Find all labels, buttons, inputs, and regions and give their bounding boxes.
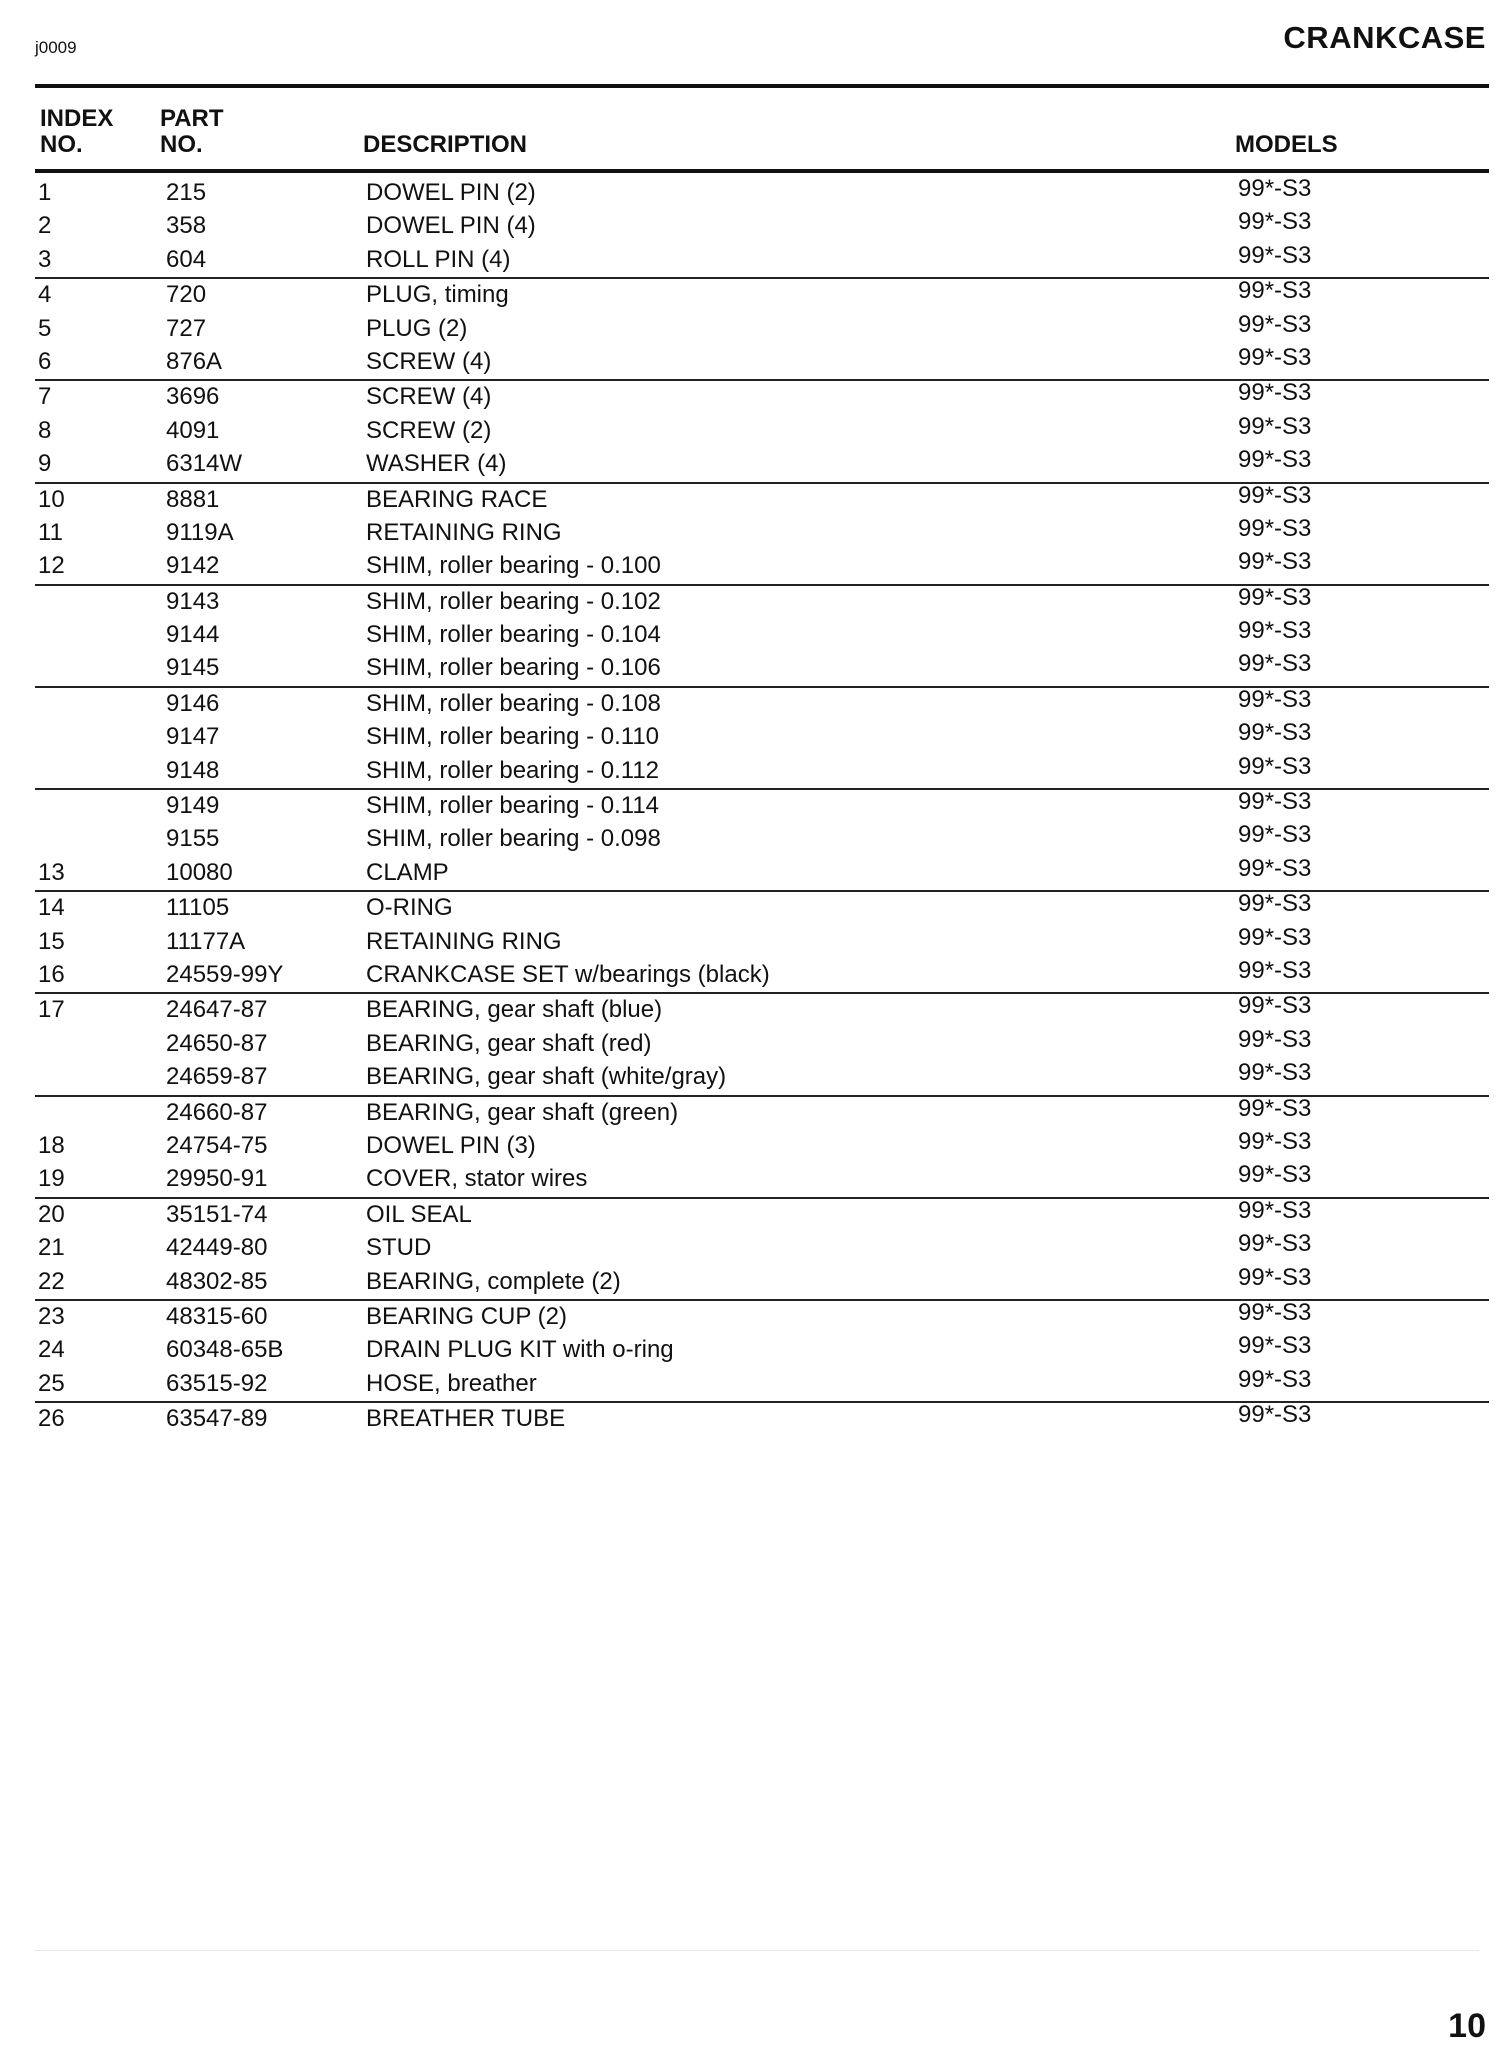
part-number-cell: 9149 xyxy=(166,792,220,820)
table-row xyxy=(35,686,1489,721)
index-cell: 2 xyxy=(38,212,52,240)
table-row xyxy=(35,1163,1489,1196)
description-cell: COVER, stator wires xyxy=(366,1165,588,1193)
description-cell: BEARING CUP (2) xyxy=(366,1302,567,1330)
table-row xyxy=(35,992,1489,1027)
table-row xyxy=(35,1334,1489,1367)
index-cell: 26 xyxy=(38,1405,65,1433)
table-row xyxy=(35,752,1489,788)
description-cell: DRAIN PLUG KIT with o-ring xyxy=(366,1336,674,1364)
models-cell: 99*-S3 xyxy=(1238,650,1312,678)
index-cell: 17 xyxy=(38,996,65,1024)
table-row xyxy=(35,1061,1489,1094)
models-cell: 99*-S3 xyxy=(1238,1332,1312,1360)
table-row xyxy=(35,584,1489,619)
table-row xyxy=(35,956,1489,992)
index-cell: 6 xyxy=(38,347,52,375)
description-cell: CRANKCASE SET w/bearings (black) xyxy=(366,960,770,988)
part-number-cell: 9147 xyxy=(166,723,220,751)
index-cell: 22 xyxy=(38,1267,65,1295)
part-number-cell: 9144 xyxy=(166,621,220,649)
description-cell: SHIM, roller bearing - 0.098 xyxy=(366,825,661,853)
table-row xyxy=(35,210,1489,243)
part-number-cell: 24650-87 xyxy=(166,1029,268,1057)
part-number-cell: 720 xyxy=(166,281,207,309)
description-cell: SHIM, roller bearing - 0.110 xyxy=(366,723,660,751)
models-cell: 99*-S3 xyxy=(1238,1196,1312,1224)
part-number-cell: 9143 xyxy=(166,587,220,615)
models-cell: 99*-S3 xyxy=(1238,992,1312,1020)
index-cell: 10 xyxy=(38,485,65,513)
table-row xyxy=(35,1299,1489,1334)
models-cell: 99*-S3 xyxy=(1238,1401,1312,1429)
part-number-cell: 6314W xyxy=(166,450,243,478)
models-cell: 99*-S3 xyxy=(1238,379,1312,407)
models-cell: 99*-S3 xyxy=(1238,1230,1312,1258)
description-cell: SHIM, roller bearing - 0.106 xyxy=(366,654,661,682)
part-number-cell: 3696 xyxy=(166,383,220,411)
table-row xyxy=(35,1095,1489,1130)
part-number-cell: 358 xyxy=(166,212,207,240)
models-cell: 99*-S3 xyxy=(1238,208,1312,236)
part-number-cell: 604 xyxy=(166,245,207,273)
part-number-cell: 11177A xyxy=(166,927,246,955)
models-cell: 99*-S3 xyxy=(1238,1365,1312,1393)
page-divider xyxy=(35,1950,1479,1951)
description-cell: BREATHER TUBE xyxy=(366,1405,566,1433)
models-cell: 99*-S3 xyxy=(1238,788,1312,816)
table-row xyxy=(35,788,1489,823)
table-row xyxy=(35,177,1489,210)
models-cell: 99*-S3 xyxy=(1238,1263,1312,1291)
index-cell: 14 xyxy=(38,894,65,922)
part-number-cell: 10080 xyxy=(166,858,233,886)
part-number-cell: 63547-89 xyxy=(166,1405,268,1433)
part-number-cell: 24754-75 xyxy=(166,1131,268,1159)
table-row xyxy=(35,241,1489,277)
description-cell: ROLL PIN (4) xyxy=(366,245,511,273)
description-cell: SHIM, roller bearing - 0.108 xyxy=(366,689,661,717)
models-cell: 99*-S3 xyxy=(1238,514,1312,542)
table-row xyxy=(35,1127,1489,1163)
part-number-cell: 24660-87 xyxy=(166,1098,268,1126)
index-cell: 11 xyxy=(38,518,63,546)
index-cell: 5 xyxy=(38,314,52,342)
part-number-cell: 60348-65B xyxy=(166,1336,284,1364)
models-cell: 99*-S3 xyxy=(1238,719,1312,747)
part-number-cell: 9119A xyxy=(166,518,234,546)
part-number-cell: 215 xyxy=(166,179,207,206)
table-row xyxy=(35,379,1489,414)
index-cell: 24 xyxy=(38,1336,65,1364)
models-cell: 99*-S3 xyxy=(1238,481,1312,509)
models-cell: 99*-S3 xyxy=(1238,1161,1312,1189)
models-cell: 99*-S3 xyxy=(1238,821,1312,849)
part-number-cell: 9155 xyxy=(166,825,220,853)
table-row xyxy=(35,310,1489,346)
part-number-cell: 9148 xyxy=(166,756,220,784)
description-cell: PLUG (2) xyxy=(366,314,468,342)
description-cell: SCREW (2) xyxy=(366,416,492,444)
table-header xyxy=(35,100,1489,166)
parts-table xyxy=(35,177,1489,1436)
models-cell: 99*-S3 xyxy=(1238,277,1312,305)
index-cell: 15 xyxy=(38,927,65,955)
table-row xyxy=(35,1025,1489,1061)
description-cell: PLUG, timing xyxy=(366,281,509,309)
table-row xyxy=(35,277,1489,312)
description-cell: BEARING, gear shaft (blue) xyxy=(366,996,663,1024)
index-cell: 12 xyxy=(38,552,65,580)
index-cell: 1 xyxy=(38,179,52,206)
models-cell: 99*-S3 xyxy=(1238,854,1312,882)
table-row xyxy=(35,343,1489,379)
description-cell: RETAINING RING xyxy=(366,518,562,546)
part-number-cell: 42449-80 xyxy=(166,1234,268,1262)
table-row xyxy=(35,823,1489,856)
part-header-line1: PART xyxy=(160,105,224,132)
models-cell: 99*-S3 xyxy=(1238,412,1312,440)
description-cell: SHIM, roller bearing - 0.100 xyxy=(366,552,661,580)
part-number-cell: 24659-87 xyxy=(166,1063,268,1091)
description-cell: SHIM, roller bearing - 0.114 xyxy=(366,792,660,820)
part-number-cell: 876A xyxy=(166,347,223,375)
table-row xyxy=(35,1365,1489,1401)
models-cell: 99*-S3 xyxy=(1238,890,1312,918)
index-cell: 16 xyxy=(38,960,65,988)
description-cell: DOWEL PIN (2) xyxy=(366,179,536,206)
table-row xyxy=(35,550,1489,583)
index-cell: 13 xyxy=(38,858,65,886)
index-cell: 19 xyxy=(38,1165,65,1193)
index-cell: 20 xyxy=(38,1200,65,1228)
part-number-cell: 48302-85 xyxy=(166,1267,268,1295)
models-cell: 99*-S3 xyxy=(1238,1025,1312,1053)
table-row xyxy=(35,721,1489,754)
description-cell: DOWEL PIN (3) xyxy=(366,1131,536,1159)
part-number-cell: 11105 xyxy=(166,894,230,922)
index-cell: 7 xyxy=(38,383,52,411)
part-number-cell: 8881 xyxy=(166,485,220,513)
description-cell: BEARING, gear shaft (green) xyxy=(366,1098,679,1126)
table-row xyxy=(35,482,1489,517)
index-cell: 23 xyxy=(38,1302,65,1330)
models-cell: 99*-S3 xyxy=(1238,1059,1312,1087)
models-cell: 99*-S3 xyxy=(1238,752,1312,780)
index-cell: 3 xyxy=(38,245,52,273)
description-cell: SHIM, roller bearing - 0.112 xyxy=(366,756,660,784)
table-row xyxy=(35,1263,1489,1299)
description-cell: SHIM, roller bearing - 0.104 xyxy=(366,621,661,649)
part-number-cell: 24559-99Y xyxy=(166,960,284,988)
description-cell: STUD xyxy=(366,1234,432,1262)
models-cell: 99*-S3 xyxy=(1238,343,1312,371)
index-column-header xyxy=(40,106,113,158)
description-cell: HOSE, breather xyxy=(366,1369,537,1397)
section-title: CRANKCASE xyxy=(1283,20,1486,55)
part-number-cell: 48315-60 xyxy=(166,1302,268,1330)
index-header-line1: INDEX xyxy=(40,105,114,132)
models-cell: 99*-S3 xyxy=(1238,923,1312,951)
models-cell: 99*-S3 xyxy=(1238,1094,1312,1122)
table-row xyxy=(35,652,1489,685)
description-cell: CLAMP xyxy=(366,858,449,886)
description-cell: SHIM, roller bearing - 0.102 xyxy=(366,587,661,615)
description-cell: SCREW (4) xyxy=(366,347,492,375)
description-cell: SCREW (4) xyxy=(366,383,492,411)
models-cell: 99*-S3 xyxy=(1238,685,1312,713)
top-rule xyxy=(35,84,1489,88)
description-cell: OIL SEAL xyxy=(366,1200,472,1228)
models-cell: 99*-S3 xyxy=(1238,548,1312,576)
index-cell: 21 xyxy=(38,1234,65,1262)
description-cell: BEARING, gear shaft (white/gray) xyxy=(366,1063,727,1091)
models-cell: 99*-S3 xyxy=(1238,956,1312,984)
table-row xyxy=(35,619,1489,652)
models-cell: 99*-S3 xyxy=(1238,175,1312,202)
part-number-cell: 9146 xyxy=(166,689,220,717)
part-number-cell: 24647-87 xyxy=(166,996,268,1024)
models-cell: 99*-S3 xyxy=(1238,446,1312,474)
part-number-cell: 35151-74 xyxy=(166,1200,268,1228)
index-cell: 9 xyxy=(38,450,52,478)
table-row xyxy=(35,1401,1489,1436)
description-cell: DOWEL PIN (4) xyxy=(366,212,536,240)
description-cell: BEARING, gear shaft (red) xyxy=(366,1029,652,1057)
description-cell: WASHER (4) xyxy=(366,450,507,478)
description-cell: RETAINING RING xyxy=(366,927,562,955)
models-cell: 99*-S3 xyxy=(1238,583,1312,611)
index-cell: 4 xyxy=(38,281,52,309)
part-number-cell: 4091 xyxy=(166,416,220,444)
models-cell: 99*-S3 xyxy=(1238,617,1312,645)
part-number-cell: 9142 xyxy=(166,552,220,580)
header-rule xyxy=(35,169,1489,173)
models-cell: 99*-S3 xyxy=(1238,241,1312,269)
table-row xyxy=(35,854,1489,890)
index-cell: 8 xyxy=(38,416,52,444)
table-row xyxy=(35,923,1489,959)
part-column-header xyxy=(160,106,224,158)
index-cell: 18 xyxy=(38,1131,65,1159)
table-row xyxy=(35,514,1489,550)
description-column-header: DESCRIPTION xyxy=(363,131,528,158)
models-cell: 99*-S3 xyxy=(1238,1127,1312,1155)
description-cell: O-RING xyxy=(366,894,453,922)
part-header-line2: NO. xyxy=(160,131,203,158)
document-code: j0009 xyxy=(35,38,77,57)
index-cell: 25 xyxy=(38,1369,65,1397)
part-number-cell: 727 xyxy=(166,314,207,342)
table-row xyxy=(35,890,1489,925)
part-number-cell: 9145 xyxy=(166,654,220,682)
page-number: 10 xyxy=(1448,2007,1486,2045)
table-row xyxy=(35,448,1489,481)
part-number-cell: 63515-92 xyxy=(166,1369,268,1397)
index-header-line2: NO. xyxy=(40,131,83,158)
table-row xyxy=(35,412,1489,448)
description-cell: BEARING, complete (2) xyxy=(366,1267,621,1295)
models-column-header: MODELS xyxy=(1235,131,1338,158)
table-row xyxy=(35,1232,1489,1265)
models-cell: 99*-S3 xyxy=(1238,1298,1312,1326)
table-row xyxy=(35,1197,1489,1232)
part-number-cell: 29950-91 xyxy=(166,1165,268,1193)
models-cell: 99*-S3 xyxy=(1238,310,1312,338)
description-cell: BEARING RACE xyxy=(366,485,548,513)
